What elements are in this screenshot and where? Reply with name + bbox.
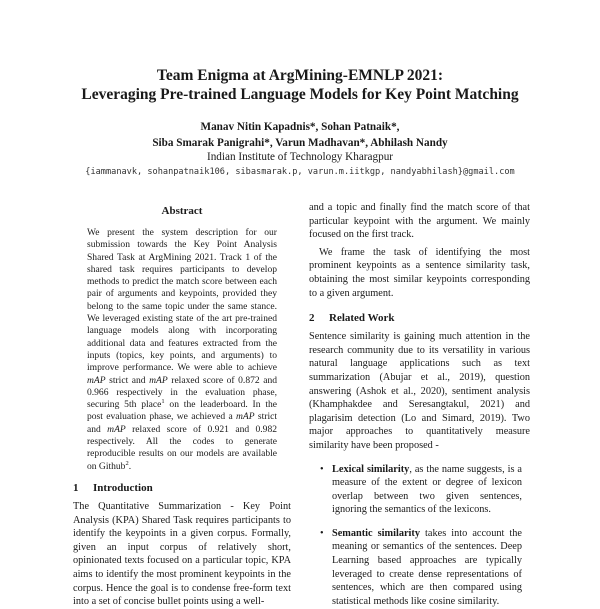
abstract-text-3: relaxed score of 0.872 and 0.966 respectively in the evaluation phase, securing 5th place [87, 374, 277, 411]
map-term: mAP [87, 374, 106, 386]
author-list [0, 119, 600, 151]
left-column [73, 201, 291, 608]
abstract-heading: Abstract [161, 205, 203, 217]
framing-paragraph: We frame the task of identifying the most prominent keypoints as a sentence similarity task, obtaining the most similar keypoints corresponding to a given argument. [309, 246, 530, 299]
title-line-1: Team Enigma at ArgMining-EMNLP 2021: [156, 67, 444, 84]
footnote-marker-1[interactable]: 1 [161, 397, 165, 405]
title-line-2: Leveraging Pre-trained Language Models for Key Point Matching [81, 86, 519, 103]
paper-title [0, 66, 600, 104]
footnote-marker-2[interactable]: 2 [125, 459, 129, 467]
map-term: mAP [236, 411, 255, 423]
abstract-text-5: strict and [87, 411, 277, 435]
bullet-text: , as the name suggests, is a measure of the extent or degree of lexicon overlap between two given sentences, ignoring the semantics of the lexicons. [332, 463, 522, 516]
bullet-text: takes into account the meaning or semantics of the sentences. Deep Learning based approaches are typically leveraged to create dense representations of sentences, which are then compared using statistical methods like cosine similarity. [332, 527, 522, 607]
introduction-text: The Quantitative Summarization - Key Point Analysis (KPA) Shared Task requires participants to identify the keypoints in a given corpus. Formally, given an input corpus of relatively short, opinionated texts focused on a particular topic, KPA aims to identify the most prominent keypoints in the corpus. Hence the goal is to condense free-form text into a set of concise bullet points using a well- [73, 500, 291, 608]
abstract-text-4: on the leaderboard. In the post evaluation phase, we achieved a [87, 399, 278, 423]
affiliation: Indian Institute of Technology Kharagpur [206, 151, 394, 163]
abstract-text-6: relaxed score of 0.921 and 0.982 respectively. All the codes to generate reproducible results on our models are available on Github [87, 423, 277, 472]
authors-line-2: Siba Smarak Panigrahi*, Varun Madhavan*, Abhilash Nandy [152, 137, 448, 149]
right-column [309, 201, 530, 607]
continuation-text: and a topic and finally find the match score of that particular keypoint with the argument. We mainly focused on the first track. [309, 202, 530, 241]
section-title: Related Work [329, 312, 395, 325]
similarity-bullet-list [309, 463, 530, 609]
section-title: Introduction [93, 481, 153, 494]
bullet-term: Semantic similarity [332, 527, 420, 539]
abstract-text-1: We present the system description for our submission towards the Key Point Analysis Shared Task at ArgMining 2021. Track 1 of the shared task requires participants to develop methods to predict the match score between each pair of arguments and keypoints, provided they belong to the same topic under the same stance. We leveraged existing state of the art pre-trained language models along with incorporating additional data and features extracted from the inputs (topics, key points, and arguments) to improve performance. We were able to achieve [87, 227, 277, 374]
bullet-icon: • [320, 463, 324, 475]
map-term: mAP [149, 374, 168, 386]
abstract-text-2: strict and [105, 374, 150, 386]
list-item [309, 463, 530, 517]
section-number: 2 [309, 312, 315, 325]
abstract-text-7: . [128, 460, 132, 472]
bullet-term: Lexical similarity [332, 463, 410, 475]
map-term: mAP [107, 423, 126, 435]
abstract-body [87, 227, 277, 473]
authors-line-1: Manav Nitin Kapadnis*, Sohan Patnaik*, [200, 121, 400, 133]
section-number: 1 [73, 481, 79, 494]
list-item [309, 527, 530, 609]
related-work-heading [309, 311, 530, 325]
introduction-heading [73, 481, 291, 495]
related-work-text: Sentence similarity is gaining much attention in the research community due to its versatility in various natural language applications such as text summarization (Abujar et al., 2019), question answering (Ashok et al., 2020), sentiment analysis (Khamphakdee and Seresangtakul, 2021) and plagarisim detection (Lo and Simard, 2019). Two major approaches to quantitatively measure similarity have been proposed - [309, 331, 530, 451]
author-emails: {iammanavk, sohanpatnaik106, sibasmarak.p, varun.m.iitkgp, nandyabhilash}@gmail.com [85, 167, 515, 177]
bullet-icon: • [320, 527, 324, 539]
